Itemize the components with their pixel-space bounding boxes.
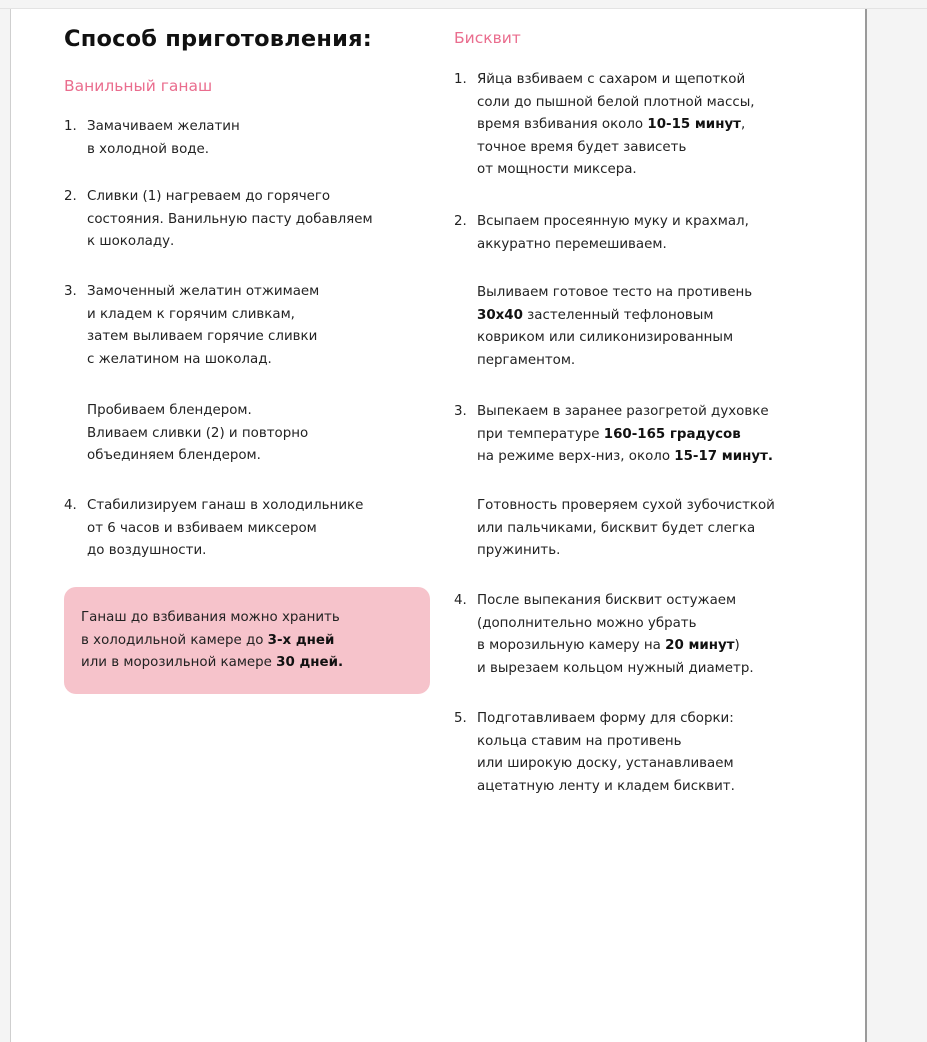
step-text: , xyxy=(740,117,746,133)
step-line: Пробиваем блендером. xyxy=(87,403,252,418)
step-line: или пальчиками, бисквит будет слегка xyxy=(477,520,756,536)
viewer-toolbar-edge xyxy=(0,0,927,9)
step-bold: 30х40 xyxy=(477,307,523,323)
step-text: в морозильную камеру на xyxy=(477,638,666,654)
step-line xyxy=(477,114,834,137)
step-line xyxy=(477,446,834,469)
step-line: Яйца взбиваем с сахаром и щепоткой xyxy=(477,72,746,87)
step-line: соли до пышной белой плотной массы, xyxy=(477,94,755,110)
step-number: 3. xyxy=(64,284,77,299)
step-line: Замачиваем желатин xyxy=(87,119,240,134)
step-line: ацетатную ленту и кладем бисквит. xyxy=(477,778,735,794)
ganache-step-1 xyxy=(64,116,444,161)
section-heading-sponge: Бисквит xyxy=(454,29,521,47)
step-line: Выливаем готовое тесто на противень xyxy=(477,285,753,300)
step-number: 1. xyxy=(64,119,77,134)
note-text: в холодильной камере до xyxy=(81,632,268,648)
step-line xyxy=(477,635,834,658)
step-line: Стабилизируем ганаш в холодильнике xyxy=(87,498,364,513)
step-number: 4. xyxy=(454,593,467,608)
step-text: время взбивания около xyxy=(477,117,648,133)
step-line: затем выливаем горячие сливки xyxy=(87,329,318,345)
step-number: 5. xyxy=(454,711,467,726)
step-number: 3. xyxy=(454,404,467,419)
step-text: на режиме верх-низ, около xyxy=(477,449,675,465)
document-page xyxy=(10,9,867,1042)
step-number: 2. xyxy=(454,214,467,229)
step-text: при температуре xyxy=(477,426,604,442)
note-text: или в морозильной камере xyxy=(81,655,277,671)
step-line: Выпекаем в заранее разогретой духовке xyxy=(477,404,769,419)
step-line: пергаментом. xyxy=(477,352,576,368)
note-line: Ганаш до взбивания можно хранить xyxy=(81,610,340,625)
step-number: 2. xyxy=(64,189,77,204)
step-line: кольца ставим на противень xyxy=(477,733,682,749)
page-title: Способ приготовления: xyxy=(64,26,372,52)
step-line: или широкую доску, устанавливаем xyxy=(477,756,734,772)
note-bold: 30 дней. xyxy=(276,655,344,671)
step-line: и кладем к горячим сливкам, xyxy=(87,306,295,322)
sponge-step-3-continued xyxy=(454,495,834,563)
step-line: точное время будет зависеть xyxy=(477,139,687,155)
step-line: Подготавливаем форму для сборки: xyxy=(477,711,734,726)
step-line: до воздушности. xyxy=(87,543,207,559)
step-line: После выпекания бисквит остужаем xyxy=(477,593,737,608)
note-bold: 3-х дней xyxy=(267,632,335,648)
step-line xyxy=(477,424,834,447)
sponge-step-2-continued xyxy=(454,282,834,372)
sponge-step-4 xyxy=(454,590,834,680)
step-line: (дополнительно можно убрать xyxy=(477,615,697,631)
step-line: Замоченный желатин отжимаем xyxy=(87,284,320,299)
step-line: от мощности миксера. xyxy=(477,162,637,178)
step-line: и вырезаем кольцом нужный диаметр. xyxy=(477,660,754,676)
sponge-step-1 xyxy=(454,69,834,182)
step-bold: 15-17 минут. xyxy=(674,449,773,465)
step-line: Сливки (1) нагреваем до горячего xyxy=(87,189,331,204)
step-line: к шоколаду. xyxy=(87,234,175,250)
step-bold: 20 минут xyxy=(665,638,735,654)
ganache-step-3-continued xyxy=(64,400,444,468)
sponge-step-2 xyxy=(454,211,834,256)
step-text: ) xyxy=(734,638,740,654)
step-bold: 160-165 градусов xyxy=(603,426,741,442)
sponge-step-5 xyxy=(454,708,834,798)
note-line xyxy=(81,630,421,653)
note-line xyxy=(81,652,421,675)
step-line: ковриком или силиконизированным xyxy=(477,330,734,346)
step-line: аккуратно перемешиваем. xyxy=(477,236,667,252)
storage-note-box xyxy=(64,587,430,694)
ganache-step-4 xyxy=(64,495,444,563)
step-line: Готовность проверяем сухой зубочисткой xyxy=(477,498,775,513)
sponge-step-3 xyxy=(454,401,834,469)
step-line: состояния. Ванильную пасту добавляем xyxy=(87,211,373,227)
step-number: 4. xyxy=(64,498,77,513)
step-text: застеленный тефлоновым xyxy=(522,307,714,323)
ganache-step-2 xyxy=(64,186,444,254)
section-heading-ganache: Ванильный ганаш xyxy=(64,77,213,95)
step-line: Вливаем сливки (2) и повторно xyxy=(87,425,309,441)
step-bold: 10-15 минут xyxy=(647,117,741,133)
step-number: 1. xyxy=(454,72,467,87)
step-line xyxy=(477,305,834,328)
step-line: Всыпаем просеянную муку и крахмал, xyxy=(477,214,749,229)
step-line: от 6 часов и взбиваем миксером xyxy=(87,520,317,536)
step-line: в холодной воде. xyxy=(87,141,210,157)
ganache-step-3 xyxy=(64,281,444,371)
step-line: объединяем блендером. xyxy=(87,448,261,464)
step-line: пружинить. xyxy=(477,543,561,559)
step-line: с желатином на шоколад. xyxy=(87,351,272,367)
